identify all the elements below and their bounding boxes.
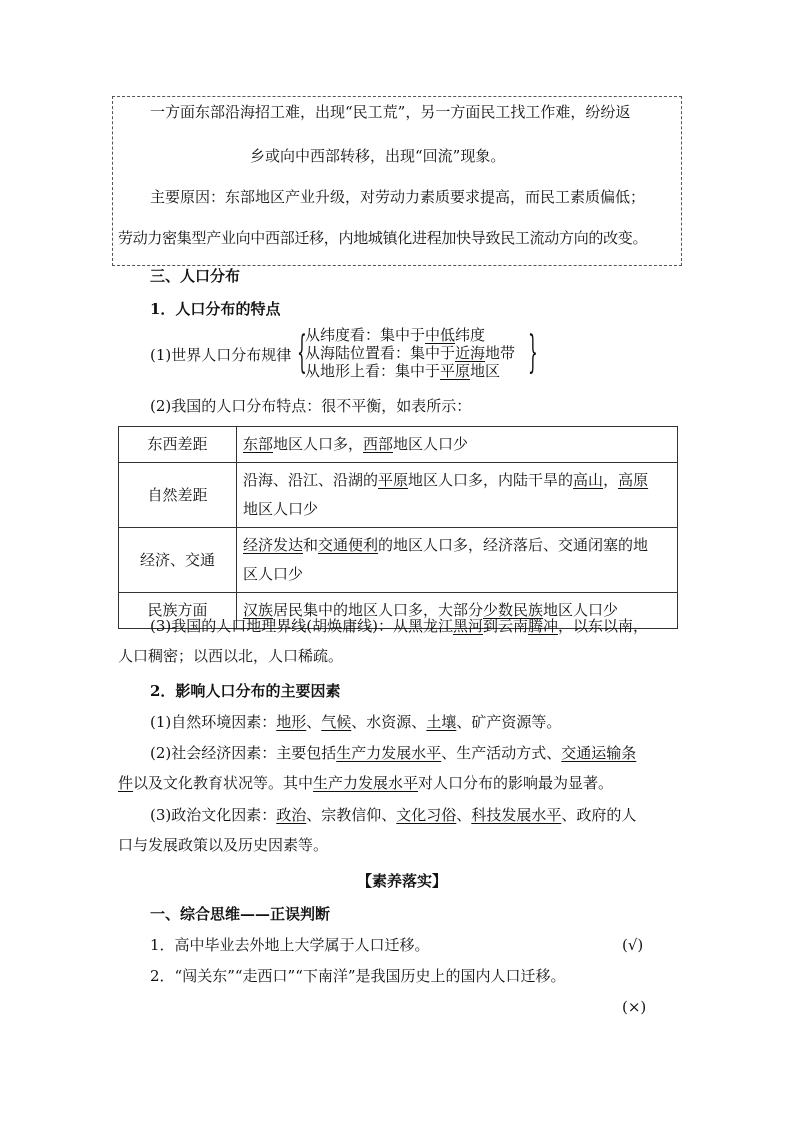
practice-tag: 【素养落实】 xyxy=(357,872,448,890)
table-head: 民族方面 xyxy=(119,593,237,629)
table-head: 东西差距 xyxy=(119,427,237,463)
section-heading: 三、人口分布 xyxy=(150,267,241,285)
table-row xyxy=(119,463,678,528)
geo-line-2: 人口稠密；以西以北，人口稀疏。 xyxy=(118,647,344,665)
practice-heading: 一、综合思维——正误判断 xyxy=(150,905,331,923)
factor-1: (1)自然环境因素：地形、气候、水资源、土壤、矿产资源等。 xyxy=(150,713,562,731)
question-2: 2．“闯关东”“走西口”“下南洋”是我国历史上的国内人口迁移。 xyxy=(150,967,566,985)
right-brace-icon: } xyxy=(528,327,538,378)
rule-2: 从海陆位置看：集中于近海地带 xyxy=(305,344,516,362)
table-cell: 汉族居民集中的地区人口多，大部分少数民族地区人口少 xyxy=(237,593,678,629)
rule-1: 从纬度看：集中于中低纬度 xyxy=(305,326,486,344)
factor-2-line-2: 件以及文化教育状况等。其中生产力发展水平对人口分布的影响最为显著。 xyxy=(118,774,614,792)
table-row xyxy=(119,528,678,593)
rule-3: 从地形上看：集中于平原地区 xyxy=(305,362,501,380)
factor-2-line-1: (2)社会经济因素：主要包括生产力发展水平、生产活动方式、交通运输条 xyxy=(150,744,637,762)
answer-1: (√) xyxy=(622,936,644,954)
box-line-1: 一方面东部沿海招工难，出现“民工荒”，另一方面民工找工作难，纷纷返 xyxy=(150,103,631,121)
table-row xyxy=(119,427,678,463)
question-1: 1．高中毕业去外地上大学属于人口迁移。 xyxy=(150,936,430,954)
table-head: 自然差距 xyxy=(119,463,237,528)
subheading-1: 1．人口分布的特点 xyxy=(150,300,281,318)
table-head: 经济、交通 xyxy=(119,528,237,593)
factor-3-line-2: 口与发展政策以及历史因素等。 xyxy=(118,836,329,854)
factor-3-line-1: (3)政治文化因素：政治、宗教信仰、文化习俗、科技发展水平、政府的人 xyxy=(150,806,637,824)
table-cell: 东部地区人口多，西部地区人口少 xyxy=(237,427,678,463)
box-line-2: 乡或向中西部转移，出现“回流”现象。 xyxy=(250,147,506,165)
box-line-4: 劳动力密集型产业向中西部迁移，内地城镇化进程加快导致民工流动方向的改变。 xyxy=(118,229,648,247)
box-line-3: 主要原因：东部地区产业升级，对劳动力素质要求提高，而民工素质偏低； xyxy=(150,188,646,206)
rule-label: (1)世界人口分布规律 xyxy=(150,346,292,364)
table-cell: 经济发达和交通便利的地区人口多，经济落后、交通闭塞的地 区人口少 xyxy=(237,528,678,593)
table-cell: 沿海、沿江、沿湖的平原地区人口多，内陆干旱的高山，高原 地区人口少 xyxy=(237,463,678,528)
distribution-table xyxy=(118,426,678,629)
geo-line-1: (3)我国的人口地理界线(胡焕庸线)：从黑龙江黑河到云南腾冲，以东以南， xyxy=(150,617,649,635)
answer-2: (×) xyxy=(622,998,647,1016)
left-brace-icon: { xyxy=(297,327,307,378)
subheading-2: 2．影响人口分布的主要因素 xyxy=(150,682,341,700)
china-intro: (2)我国的人口分布特点：很不平衡，如表所示： xyxy=(150,397,472,415)
